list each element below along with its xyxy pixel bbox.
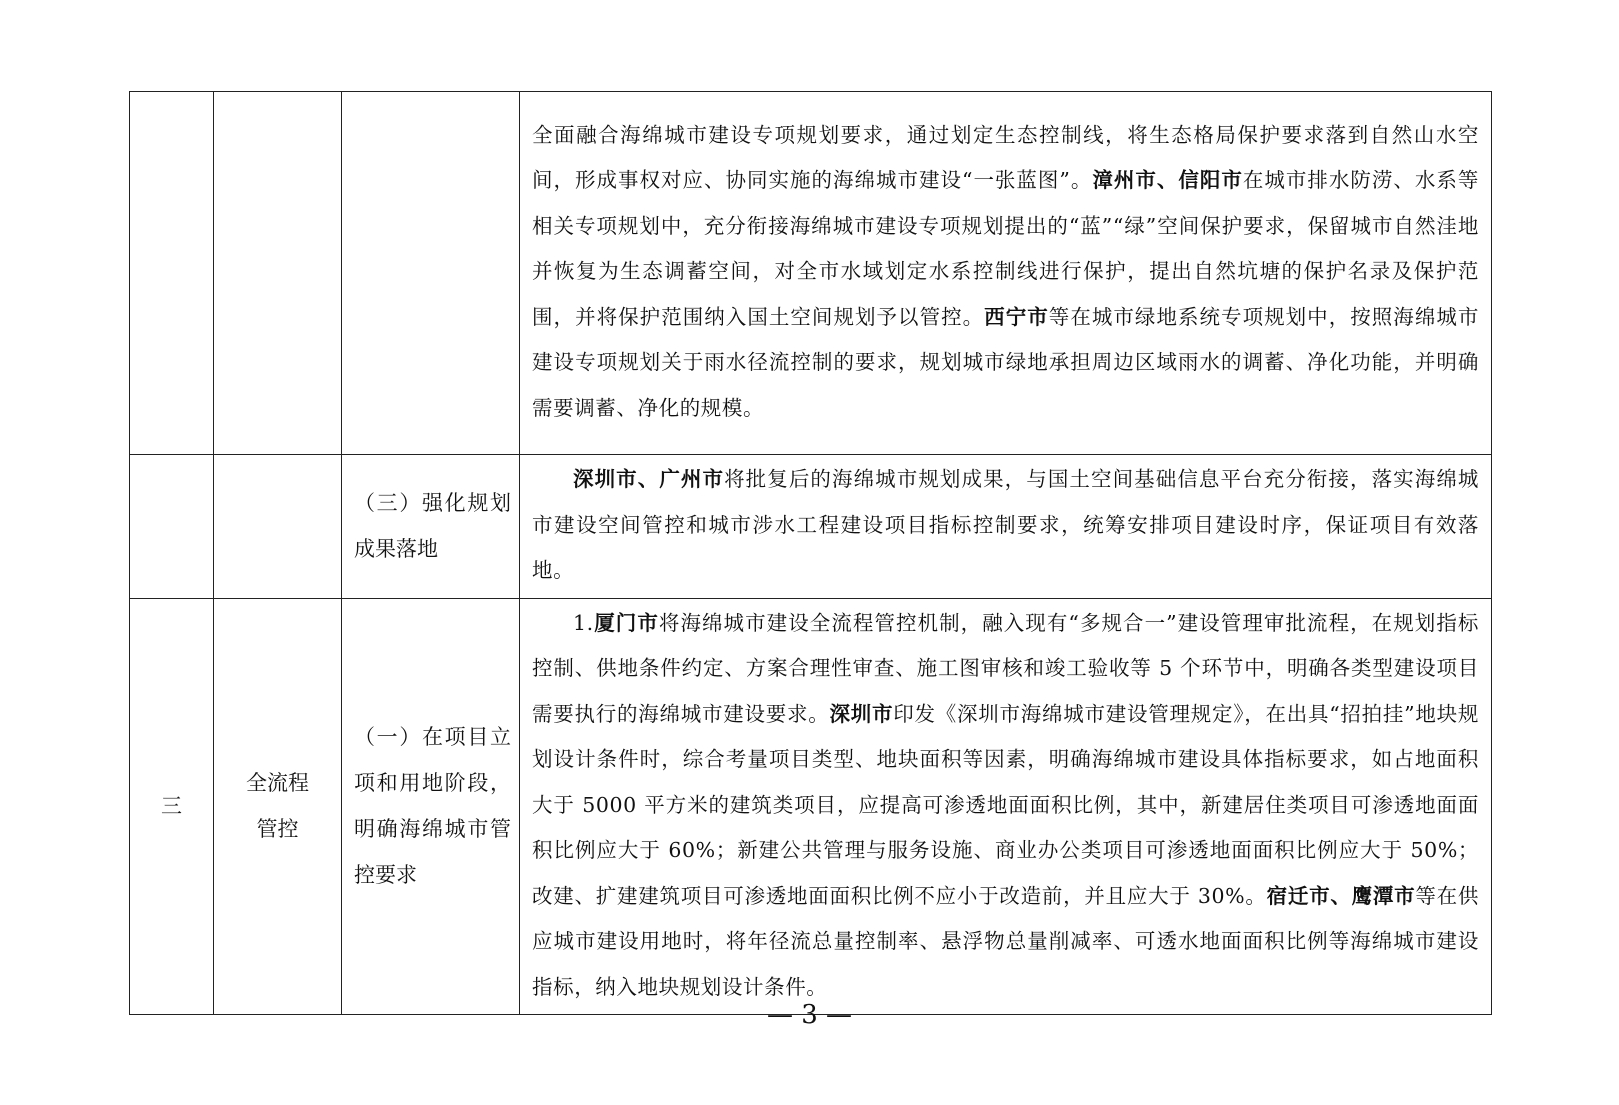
- city-name-bold: 厦门市: [593, 610, 659, 635]
- content-cell: [520, 455, 1492, 599]
- subcategory-cell: （一）在项目立项和用地阶段，明确海绵城市管控要求: [342, 598, 520, 1015]
- text-run: 将海绵城市建设全流程管控机制，融入现有“多规合一”建设管理审批流程，在规划指标控制、供地条件约定、方案合理性审查、施工图审核和竣工验收等 5 个环节中，明确各类型建设项目需要执行的海绵城市建设要求。: [532, 610, 1479, 726]
- city-name-bold: 漳州市、信阳市: [1092, 168, 1243, 193]
- table-row: [130, 598, 1492, 1015]
- table-row: [130, 455, 1492, 599]
- category-cell: [214, 598, 342, 1015]
- subcategory-cell-empty: [342, 92, 520, 455]
- section-number: 三: [130, 598, 214, 1015]
- category-cell-empty: [214, 455, 342, 599]
- content-cell: [520, 598, 1492, 1015]
- category-line: 全流程: [246, 771, 309, 796]
- category-line: 管控: [256, 817, 299, 842]
- content-paragraph: [532, 601, 1479, 1011]
- number-cell-empty: [130, 92, 214, 455]
- category-cell-empty: [214, 92, 342, 455]
- page-number: — 3 —: [766, 1000, 853, 1030]
- text-run: 1.: [573, 610, 594, 635]
- text-run: 全面融合海绵城市建设专项规划要求，通过划定生态控制线，将生态格局保护要求落到自然山水空间，形成事权对应、协同实施的海绵城市建设“一张蓝图”。: [532, 122, 1479, 193]
- text-run: 将批复后的海绵城市规划成果，与国土空间基础信息平台充分衔接，落实海绵城市建设空间管控和城市涉水工程建设项目指标控制要求，统筹安排项目建设时序，保证项目有效落地。: [532, 467, 1480, 582]
- text-run: 等在城市绿地系统专项规划中，按照海绵城市建设专项规划关于雨水径流控制的要求，规划城市绿地承担周边区域雨水的调蓄、净化功能，并明确需要调蓄、净化的规模。: [532, 304, 1479, 420]
- text-run: 等在供应城市建设用地时，将年径流总量控制率、悬浮物总量削减率、可透水地面面积比例等海绵城市建设指标，纳入地块规划设计条件。: [532, 883, 1479, 999]
- city-name-bold: 深圳市、广州市: [573, 467, 725, 491]
- content-paragraph: [532, 113, 1479, 432]
- city-name-bold: 深圳市: [829, 701, 894, 726]
- number-cell-empty: [130, 455, 214, 599]
- table-row: [130, 92, 1492, 455]
- city-name-bold: 西宁市: [984, 304, 1049, 329]
- city-name-bold: 宿迁市、鹰潭市: [1266, 883, 1416, 908]
- content-paragraph: [532, 457, 1479, 594]
- text-run: 在城市排水防涝、水系等相关专项规划中，充分衔接海绵城市建设专项规划提出的“蓝”“绿”空间保护要求，保留城市自然洼地并恢复为生态调蓄空间，对全市水域划定水系控制线进行保护，提出自然坑塘的保护名录及保护范围，并将保护范围纳入国土空间规划予以管控。: [532, 168, 1480, 329]
- text-run: 印发《深圳市海绵城市建设管理规定》，在出具“招拍挂”地块规划设计条件时，综合考量项目类型、地块面积等因素，明确海绵城市建设具体指标要求，如占地面积大于 5000 平方米的建筑类项目，应提高可渗透地面面积比例，其中，新建居住类项目可渗透地面面积比例应大于 60%；新建公共管理与服务设施、商业办公类项目可渗透地面面积比例应大于 50%；改建、扩建建筑项目可渗透地面面积比例不应小于改造前，并且应大于 30%。: [532, 701, 1479, 908]
- content-cell: [520, 92, 1492, 455]
- subcategory-cell: （三）强化规划成果落地: [342, 455, 520, 599]
- policy-table: [129, 91, 1492, 1015]
